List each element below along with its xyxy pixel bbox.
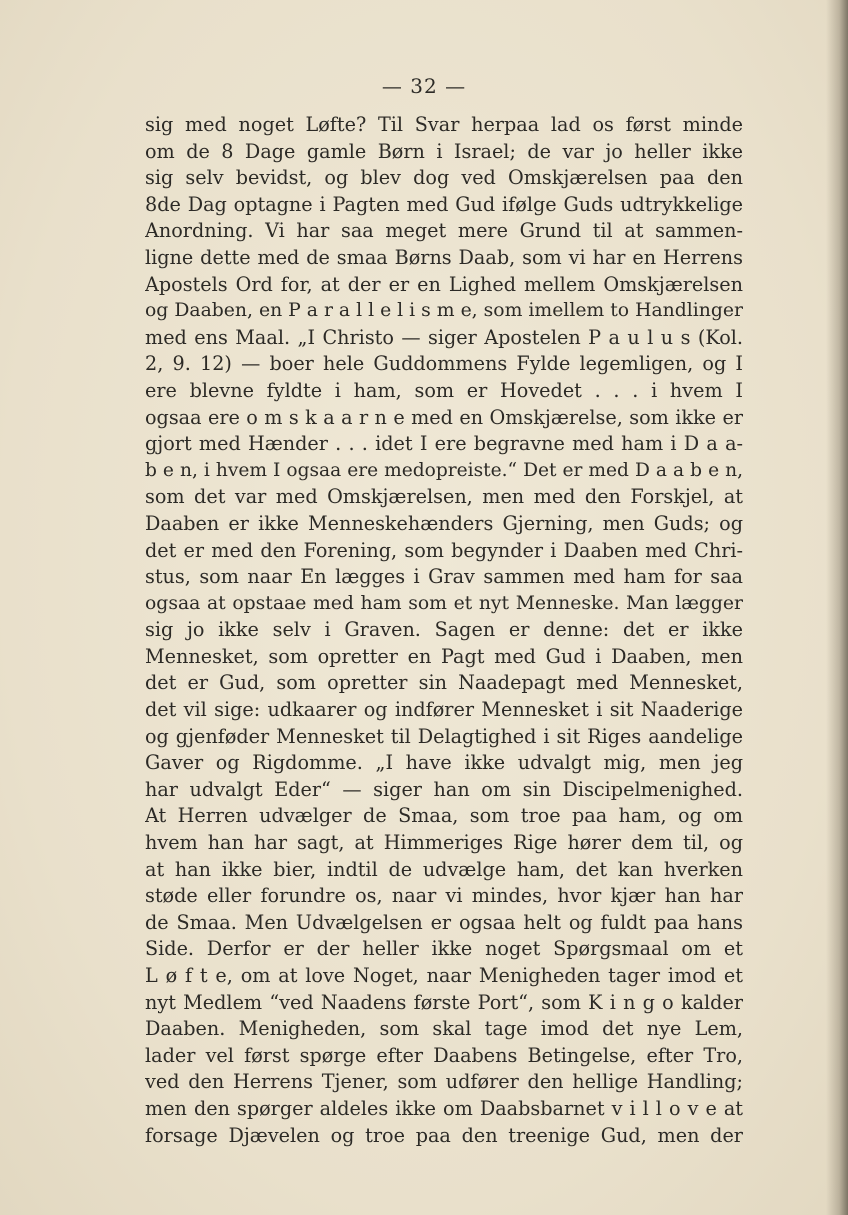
text-line: nyt Medlem “ved Naadens første Port“, som K i n g o kalder <box>145 990 743 1014</box>
text-line: 2, 9. 12) — boer hele Guddommens Fylde legemligen, og I <box>145 352 743 376</box>
text-line: sig selv bevidst, og blev dog ved Omskjærelsen paa den <box>145 166 743 190</box>
text-line: de Smaa. Men Udvælgelsen er ogsaa helt og fuldt paa hans <box>145 910 743 934</box>
text-line: forsage Djævelen og troe paa den treenige Gud, men der <box>145 1123 743 1147</box>
text-line: med ens Maal. „I Christo — siger Apostelen P a u l u s (Kol. <box>145 325 743 349</box>
text-line: ligne dette med de smaa Børns Daab, som vi har en Herrens <box>145 245 743 269</box>
text-line: Apostels Ord for, at der er en Lighed mellem Omskjærelsen <box>145 272 743 296</box>
text-line: hvem han har sagt, at Himmeriges Rige hører dem til, og <box>145 831 743 855</box>
text-line: som det var med Omskjærelsen, men med den Forskjel, at <box>145 485 743 509</box>
text-line: det vil sige: udkaarer og indfører Mennesket i sit Naaderige <box>145 698 743 722</box>
text-line: ved den Herrens Tjener, som udfører den hellige Handling; <box>145 1070 743 1094</box>
text-line: støde eller forundre os, naar vi mindes, hvor kjær han har <box>145 884 743 908</box>
page-number: — 32 — <box>381 74 467 98</box>
text-line: og gjenføder Mennesket til Delagtighed i sit Riges aandelige <box>145 724 743 748</box>
text-line: at han ikke bier, indtil de udvælge ham, det kan hverken <box>145 857 743 881</box>
text-line: Daaben er ikke Menneskehænders Gjerning, men Guds; og <box>145 511 743 535</box>
text-line: sig med noget Løfte? Til Svar herpaa lad os først minde <box>145 113 743 136</box>
text-line: Daaben. Menigheden, som skal tage imod det nye Lem, <box>145 1017 743 1041</box>
page-edge-shadow <box>826 0 848 1215</box>
text-line: og Daaben, en P a r a l l e l i s m e, som imellem to Handlinger <box>145 300 743 322</box>
text-line: gjort med Hænder . . . idet I ere begravne med ham i D a a- <box>145 432 743 456</box>
body-text <box>145 112 743 1149</box>
text-line: Gaver og Rigdomme. „I have ikke udvalgt mig, men jeg <box>145 751 743 775</box>
text-line: b e n, i hvem I ogsaa ere medopreiste.“ Det er med D a a b e n, <box>145 459 743 481</box>
text-line: 8de Dag optagne i Pagten med Gud ifølge Guds udtrykkelige <box>145 192 743 216</box>
text-line: At Herren udvælger de Smaa, som troe paa ham, og om <box>145 804 743 828</box>
text-line: sig jo ikke selv i Graven. Sagen er denne: det er ikke <box>145 618 743 642</box>
text-line: ere blevne fyldte i ham, som er Hovedet . . . i hvem I <box>145 378 743 402</box>
text-line: det er med den Forening, som begynder i Daaben med Chri- <box>145 538 743 562</box>
text-line: lader vel først spørge efter Daabens Betingelse, efter Tro, <box>145 1043 743 1067</box>
text-line: ogsaa at opstaae med ham som et nyt Menneske. Man lægger <box>145 592 743 614</box>
text-line: Mennesket, som opretter en Pagt med Gud i Daaben, men <box>145 644 743 668</box>
text-line: om de 8 Dage gamle Børn i Israel; de var jo heller ikke <box>145 139 743 163</box>
text-line: L ø f t e, om at love Noget, naar Menigheden tager imod et <box>145 964 743 987</box>
text-line: men den spørger aldeles ikke om Daabsbarnet v i l l o v e at <box>145 1096 743 1120</box>
text-line: Anordning. Vi har saa meget mere Grund til at sammen- <box>145 219 743 243</box>
text-line: Side. Derfor er der heller ikke noget Spørgsmaal om et <box>145 937 743 961</box>
text-line: stus, som naar En lægges i Grav sammen med ham for saa <box>145 565 743 589</box>
text-line: ogsaa ere o m s k a a r n e med en Omskjærelse, som ikke er <box>145 405 743 429</box>
text-line: det er Gud, som opretter sin Naadepagt med Mennesket, <box>145 671 743 695</box>
text-line: har udvalgt Eder“ — siger han om sin Discipelmenighed. <box>145 777 743 801</box>
